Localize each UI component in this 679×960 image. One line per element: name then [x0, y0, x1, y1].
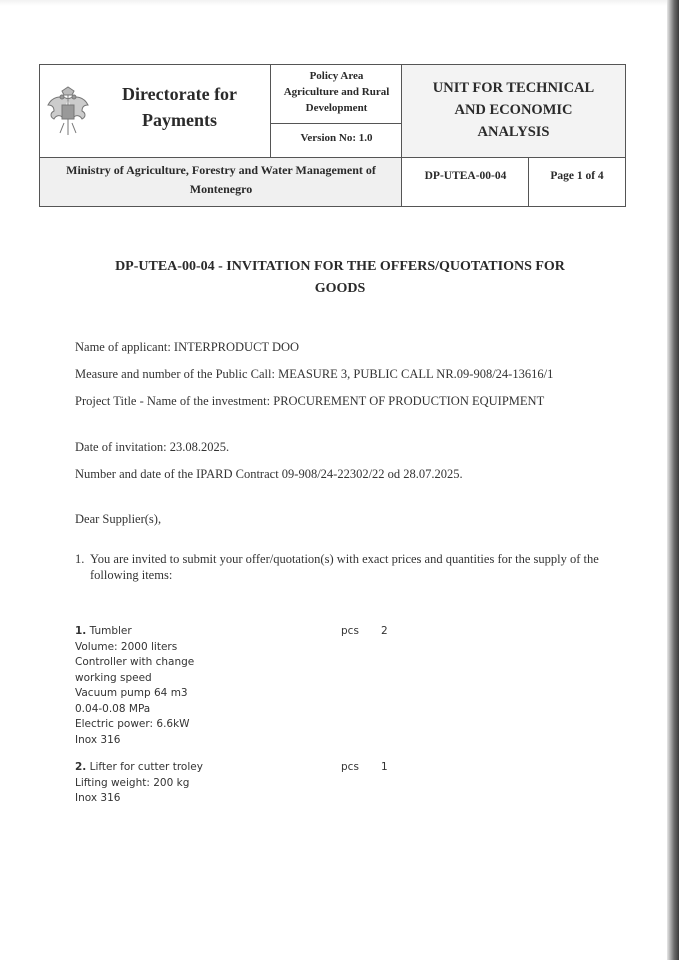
item-spec: Inox 316 — [75, 792, 121, 804]
version-text: Version No: 1.0 — [300, 132, 373, 144]
ministry-text: Ministry of Agriculture, Forestry and Water Management of Montenegro — [66, 163, 376, 196]
item-spec: Lifting weight: 200 kg — [75, 776, 190, 789]
item-quantity: 2 — [381, 625, 388, 637]
intro-paragraph — [75, 551, 605, 583]
salutation-line: Dear Supplier(s), — [75, 512, 162, 526]
header-table — [39, 64, 626, 207]
coat-of-arms-icon — [46, 85, 90, 137]
item-name: Lifter for cutter troley — [89, 761, 203, 773]
item-name: Tumbler — [89, 625, 132, 637]
item-number: 2. — [75, 761, 87, 773]
item-unit: pcs — [341, 761, 359, 773]
document-code: DP-UTEA-00-04 — [424, 170, 507, 182]
item-spec: Inox 316 — [75, 733, 121, 746]
page-number-cell — [529, 158, 625, 206]
page-number: Page 1 of 4 — [550, 170, 604, 182]
item-spec: 0.04-0.08 MPa — [75, 702, 151, 715]
directorate-title: Directorate for Payments — [121, 84, 238, 130]
version-cell — [271, 124, 402, 158]
intro-number: 1. — [75, 552, 85, 566]
project-line: Project Title - Name of the investment: PROCUREMENT OF PRODUCTION EQUIPMENT — [75, 394, 545, 408]
item-spec: Vacuum pump 64 m3 — [75, 687, 188, 699]
scan-edge-shadow — [667, 0, 679, 960]
item-spec: Volume: 2000 liters — [75, 640, 178, 653]
scan-top-shadow — [0, 0, 679, 6]
document-code-cell — [402, 158, 529, 206]
item-spec: Electric power: 6.6kW — [75, 718, 190, 730]
contract-line: Number and date of the IPARD Contract 09-908/24-22302/22 od 28.07.2025. — [75, 467, 463, 481]
directorate-cell — [40, 65, 271, 158]
policy-area-cell — [271, 65, 402, 124]
item-unit: pcs — [341, 625, 359, 637]
item-quantity: 1 — [381, 761, 388, 773]
document-title: DP-UTEA-00-04 - INVITATION FOR THE OFFERS/QUOTATIONS FOR GOODS — [115, 259, 565, 296]
list-item — [75, 624, 415, 748]
item-spec: working speed — [75, 671, 152, 684]
item-spec: Controller with change — [75, 656, 195, 668]
unit-cell — [402, 65, 625, 158]
intro-text: You are invited to submit your offer/quotation(s) with exact prices and quantities for the supply of the following items: — [90, 552, 599, 582]
item-number: 1. — [75, 625, 87, 637]
applicant-line: Name of applicant: INTERPRODUCT DOO — [75, 340, 300, 354]
ministry-cell — [40, 158, 402, 206]
unit-text: UNIT FOR TECHNICAL AND ECONOMIC ANALYSIS — [432, 80, 595, 140]
policy-area-text: Policy Area Agriculture and Rural Development — [283, 70, 390, 114]
list-item — [75, 760, 415, 807]
date-line: Date of invitation: 23.08.2025. — [75, 440, 230, 454]
measure-line: Measure and number of the Public Call: MEASURE 3, PUBLIC CALL NR.09-908/24-13616/1 — [75, 367, 554, 381]
